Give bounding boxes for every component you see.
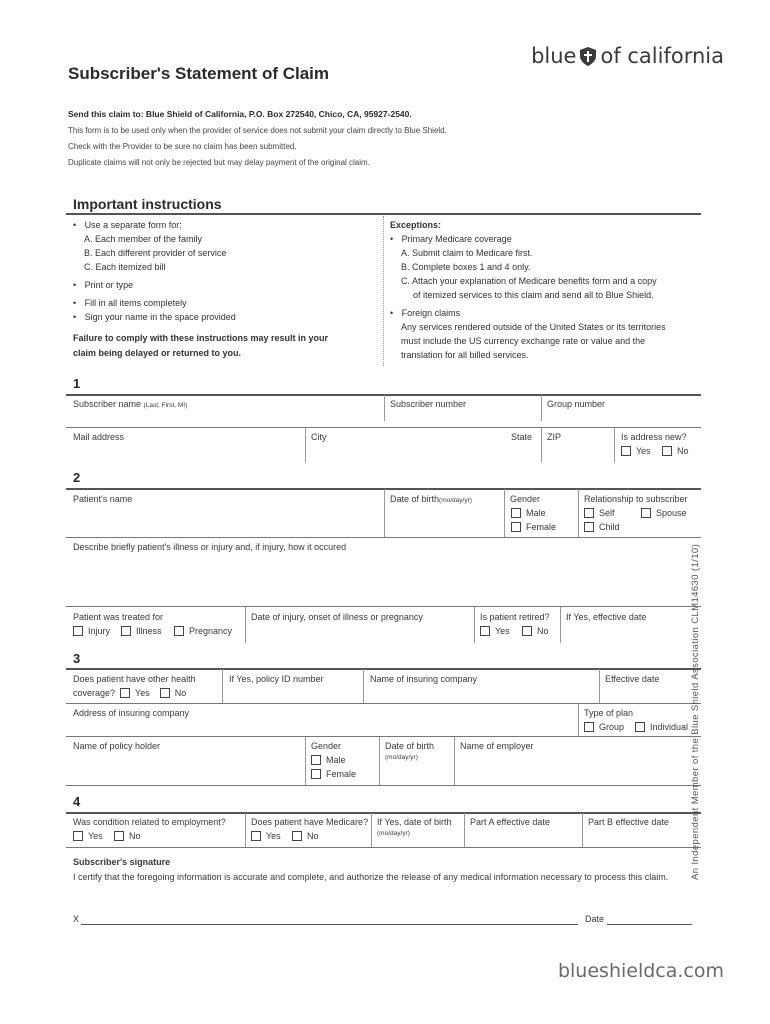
- mail-address-field[interactable]: Mail address: [73, 432, 125, 442]
- instr-warning: claim being delayed or returned to you.: [73, 348, 242, 358]
- signature-date-line[interactable]: [607, 924, 692, 925]
- state-field[interactable]: State: [511, 432, 533, 442]
- dob-hint: (mo/day/yr): [385, 754, 418, 761]
- divider: [541, 428, 542, 462]
- divider: [474, 607, 475, 643]
- signature-x-label: X: [73, 914, 80, 924]
- relationship-self-checkbox[interactable]: [584, 508, 594, 518]
- divider: [66, 213, 701, 215]
- policy-holder-field[interactable]: Name of policy holder: [73, 741, 161, 751]
- divider: [614, 428, 615, 462]
- retired-effective-date-field[interactable]: If Yes, effective date: [566, 612, 647, 622]
- divider: [454, 737, 455, 785]
- note-line: Duplicate claims will not only be rejected but may delay payment of the original claim.: [68, 158, 370, 167]
- subscriber-number-field[interactable]: Subscriber number: [390, 399, 467, 409]
- logo-text-left: blue: [531, 44, 577, 68]
- option-label: Spouse: [656, 508, 687, 518]
- option-label: No: [174, 688, 187, 698]
- website-url: blueshieldca.com: [557, 960, 724, 982]
- relationship-spouse-checkbox[interactable]: [641, 508, 651, 518]
- option-label: Group: [599, 722, 625, 732]
- divider: [578, 489, 579, 537]
- divider: [305, 428, 306, 462]
- instr-sub: A. Each member of the family: [84, 234, 203, 244]
- instr-fill: Fill in all items completely: [84, 298, 187, 308]
- divider: [66, 847, 701, 848]
- certification-text: I certify that the foregoing information is accurate and complete, and authorize the release of any medical information necessary to process this claim.: [73, 872, 669, 882]
- patient-male-checkbox[interactable]: [511, 508, 521, 518]
- divider: [66, 703, 701, 704]
- blue-shield-logo-icon: [580, 47, 596, 66]
- divider: [560, 607, 561, 643]
- divider: [66, 427, 701, 428]
- option-label: Male: [326, 755, 346, 765]
- option-label: No: [129, 831, 141, 841]
- employer-field[interactable]: Name of employer: [460, 741, 534, 751]
- divider: [541, 395, 542, 421]
- retired-yes-checkbox[interactable]: [480, 626, 490, 636]
- signature-heading: Subscriber's signature: [73, 857, 171, 867]
- employment-no-checkbox[interactable]: [114, 831, 124, 841]
- brand-logo: [531, 44, 724, 68]
- insurer-effective-date-field[interactable]: Effective date: [605, 674, 660, 684]
- medicare-label: Does patient have Medicare?: [251, 817, 369, 827]
- option-label: Pregnancy: [189, 626, 233, 636]
- retired-no-checkbox[interactable]: [522, 626, 532, 636]
- send-to-address: Send this claim to: Blue Shield of California, P.O. Box 272540, Chico, CA, 95927-2540.: [68, 109, 412, 119]
- signature-date-label: Date: [585, 914, 605, 924]
- exc-sub: A. Submit claim to Medicare first.: [401, 248, 533, 258]
- option-label: Individual: [650, 722, 689, 732]
- option-label: Yes: [495, 626, 510, 636]
- divider: [582, 813, 583, 847]
- part-b-date-field[interactable]: Part B effective date: [588, 817, 669, 827]
- divider: [66, 668, 701, 670]
- other-coverage-yes-checkbox[interactable]: [120, 688, 130, 698]
- address-new-label: Is address new?: [621, 432, 687, 442]
- option-label: Self: [599, 508, 615, 518]
- instr-print: Print or type: [84, 280, 134, 290]
- exc-sub: of itemized services to this claim and send all to Blue Shield.: [413, 290, 654, 300]
- section-number: 1: [73, 376, 81, 391]
- option-label: Yes: [88, 831, 103, 841]
- divider: [66, 537, 701, 538]
- section-number: 3: [73, 651, 81, 666]
- employment-yes-checkbox[interactable]: [73, 831, 83, 841]
- patient-name-field[interactable]: Patient's name: [73, 494, 133, 504]
- option-label: Yes: [636, 446, 651, 456]
- section-number: 2: [73, 470, 81, 485]
- option-label: Injury: [88, 626, 111, 636]
- exc-sub: C. Attach your explanation of Medicare benefits form and a copy: [401, 276, 657, 286]
- retired-label: Is patient retired?: [480, 612, 550, 622]
- policy-id-field[interactable]: If Yes, policy ID number: [229, 674, 324, 684]
- divider: [363, 669, 364, 703]
- association-side-text: An Independent Member of the Blue Shield Association CLM14630 (1/10): [690, 543, 701, 880]
- divider: [222, 669, 223, 703]
- other-coverage-no-checkbox[interactable]: [160, 688, 170, 698]
- section-number: 4: [73, 794, 81, 809]
- divider: [464, 813, 465, 847]
- plan-individual-checkbox[interactable]: [635, 722, 645, 732]
- divider: [384, 395, 385, 421]
- logo-text-right: of california: [600, 44, 724, 68]
- option-label: Female: [526, 522, 557, 532]
- relationship-child-checkbox[interactable]: [584, 522, 594, 532]
- divider: [384, 489, 385, 537]
- treated-illness-checkbox[interactable]: [121, 626, 131, 636]
- other-coverage-label: Does patient have other health: [73, 674, 196, 684]
- divider: [66, 606, 701, 607]
- form-title: Subscriber's Statement of Claim: [68, 64, 330, 83]
- holder-male-checkbox[interactable]: [311, 755, 321, 765]
- address-new-yes-checkbox[interactable]: [621, 446, 631, 456]
- exc-medicare: Primary Medicare coverage: [401, 234, 512, 244]
- part-a-date-field[interactable]: Part A effective date: [470, 817, 550, 827]
- option-label: Illness: [136, 626, 162, 636]
- zip-field[interactable]: ZIP: [547, 432, 562, 442]
- divider: [66, 736, 701, 737]
- holder-dob-field[interactable]: Date of birth: [385, 741, 435, 751]
- instr-separate: Use a separate form for:: [84, 220, 182, 230]
- exceptions-heading: Exceptions:: [390, 220, 442, 230]
- divider: [371, 813, 372, 847]
- instr-sub: C. Each itemized bill: [84, 262, 166, 272]
- divider: [379, 737, 380, 785]
- exc-foreign: Foreign claims: [401, 308, 461, 318]
- divider: [504, 489, 505, 537]
- note-line: This form is to be used only when the provider of service does not submit your claim directly to Blue Shield.: [68, 126, 447, 135]
- holder-gender-label: Gender: [311, 741, 342, 751]
- option-label: No: [307, 831, 319, 841]
- patient-female-checkbox[interactable]: [511, 522, 521, 532]
- exc-sub: translation for all billed services.: [401, 350, 529, 360]
- divider: [578, 704, 579, 736]
- option-label: No: [677, 446, 689, 456]
- exc-sub: must include the US currency exchange rate or value and the: [401, 336, 646, 346]
- medicare-dob-field[interactable]: If Yes, date of birth: [377, 817, 452, 827]
- date-of-injury-field[interactable]: Date of injury, onset of illness or pregnancy: [251, 612, 423, 622]
- medicare-yes-checkbox[interactable]: [251, 831, 261, 841]
- instr-sub: B. Each different provider of service: [84, 248, 227, 258]
- option-label: Yes: [266, 831, 281, 841]
- instructions-heading: Important instructions: [73, 196, 222, 212]
- exc-sub: Any services rendered outside of the United States or its territories: [401, 322, 666, 332]
- city-field[interactable]: City: [311, 432, 327, 442]
- divider: [245, 607, 246, 643]
- gender-label: Gender: [510, 494, 541, 504]
- treated-injury-checkbox[interactable]: [73, 626, 83, 636]
- option-label: Female: [326, 769, 357, 779]
- holder-female-checkbox[interactable]: [311, 769, 321, 779]
- treated-for-label: Patient was treated for: [73, 612, 164, 622]
- option-label: No: [537, 626, 549, 636]
- insurer-address-field[interactable]: Address of insuring company: [73, 708, 190, 718]
- option-label: Child: [599, 522, 620, 532]
- option-label: Male: [526, 508, 546, 518]
- illness-description-field[interactable]: Describe briefly patient's illness or injury and, if injury, how it occured: [73, 542, 347, 552]
- group-number-field[interactable]: Group number: [547, 399, 606, 409]
- insurer-name-field[interactable]: Name of insuring company: [370, 674, 478, 684]
- treated-pregnancy-checkbox[interactable]: [174, 626, 184, 636]
- option-label: Yes: [135, 688, 150, 698]
- note-line: Check with the Provider to be sure no claim has been submitted.: [68, 142, 297, 151]
- address-new-no-checkbox[interactable]: [662, 446, 672, 456]
- employment-label: Was condition related to employment?: [73, 817, 226, 827]
- dob-hint: (mo/day/yr): [377, 830, 410, 837]
- divider: [66, 812, 701, 814]
- instr-sign: Sign your name in the space provided: [84, 312, 236, 322]
- patient-dob-field[interactable]: Date of birth(mo/day/yr): [390, 494, 472, 504]
- subscriber-name-field[interactable]: Subscriber name (Last, First, MI): [73, 399, 188, 409]
- instr-warning: Failure to comply with these instructions may result in your: [73, 333, 329, 343]
- plan-type-label: Type of plan: [584, 708, 634, 718]
- divider: [66, 785, 701, 786]
- exc-sub: B. Complete boxes 1 and 4 only.: [401, 262, 531, 272]
- plan-group-checkbox[interactable]: [584, 722, 594, 732]
- divider: [245, 813, 246, 847]
- divider: [383, 216, 385, 366]
- signature-line[interactable]: [81, 924, 578, 925]
- medicare-no-checkbox[interactable]: [292, 831, 302, 841]
- relationship-label: Relationship to subscriber: [584, 494, 688, 504]
- divider: [599, 669, 600, 703]
- other-coverage-label: coverage?: [73, 688, 116, 698]
- divider: [305, 737, 306, 785]
